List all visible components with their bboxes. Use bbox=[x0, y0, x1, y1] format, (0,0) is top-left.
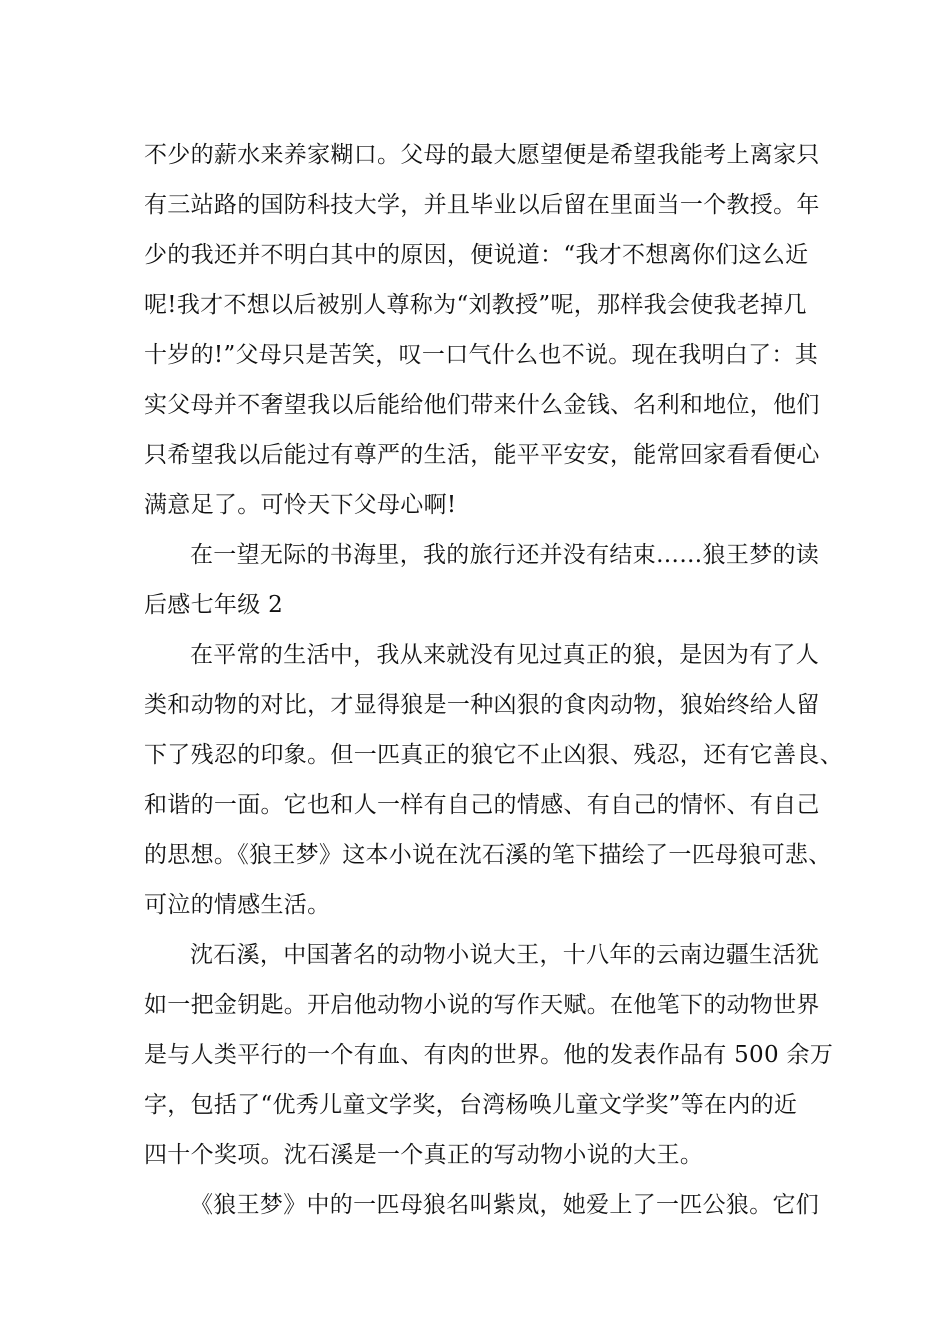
text-line: 可泣的情感生活。 bbox=[144, 892, 331, 918]
paragraph-first-line: 《狼王梦》中的一匹母狼名叫紫岚，她爱上了一匹公狼。它们 bbox=[190, 1192, 820, 1218]
text-line: 有三站路的国防科技大学，并且毕业以后留在里面当一个教授。年 bbox=[144, 192, 820, 218]
paragraph-first-line: 在平常的生活中，我从来就没有见过真正的狼，是因为有了人 bbox=[190, 642, 820, 668]
text-line: 是与人类平行的一个有血、有肉的世界。他的发表作品有 500 余万 bbox=[144, 1042, 834, 1068]
text-line: 满意足了。可怜天下父母心啊! bbox=[144, 492, 457, 518]
text-line: 的思想。《狼王梦》这本小说在沈石溪的笔下描绘了一匹母狼可悲、 bbox=[144, 842, 832, 868]
paragraph-first-line: 在一望无际的书海里，我的旅行还并没有结束……狼王梦的读 bbox=[190, 542, 820, 568]
text-line: 下了残忍的印象。但一匹真正的狼它不止凶狠、残忍，还有它善良、 bbox=[144, 742, 843, 768]
text-line: 和谐的一面。它也和人一样有自己的情感、有自己的情怀、有自己 bbox=[144, 792, 820, 818]
text-line: 十岁的!”父母只是苦笑，叹一口气什么也不说。现在我明白了：其 bbox=[144, 342, 819, 368]
text-line: 字，包括了“优秀儿童文学奖，台湾杨唤儿童文学奖”等在内的近 bbox=[144, 1092, 798, 1118]
text-line: 实父母并不奢望我以后能给他们带来什么金钱、名利和地位，他们 bbox=[144, 392, 820, 418]
text-line: 后感七年级 2 bbox=[144, 592, 284, 618]
text-line: 呢!我才不想以后被别人尊称为“刘教授”呢，那样我会使我老掉几 bbox=[144, 292, 807, 318]
text-line: 少的我还并不明白其中的原因，便说道：“我才不想离你们这么近 bbox=[144, 242, 809, 268]
text-line: 类和动物的对比，才显得狼是一种凶狠的食肉动物，狼始终给人留 bbox=[144, 692, 820, 718]
text-line: 如一把金钥匙。开启他动物小说的写作天赋。在他笔下的动物世界 bbox=[144, 992, 820, 1018]
document-body bbox=[144, 130, 843, 1230]
text-line: 只希望我以后能过有尊严的生活，能平平安安，能常回家看看便心 bbox=[144, 442, 820, 468]
text-line: 四十个奖项。沈石溪是一个真正的写动物小说的大王。 bbox=[144, 1142, 704, 1168]
paragraph-first-line: 沈石溪，中国著名的动物小说大王，十八年的云南边疆生活犹 bbox=[190, 942, 820, 968]
text-line: 不少的薪水来养家糊口。父母的最大愿望便是希望我能考上离家只 bbox=[144, 142, 820, 168]
